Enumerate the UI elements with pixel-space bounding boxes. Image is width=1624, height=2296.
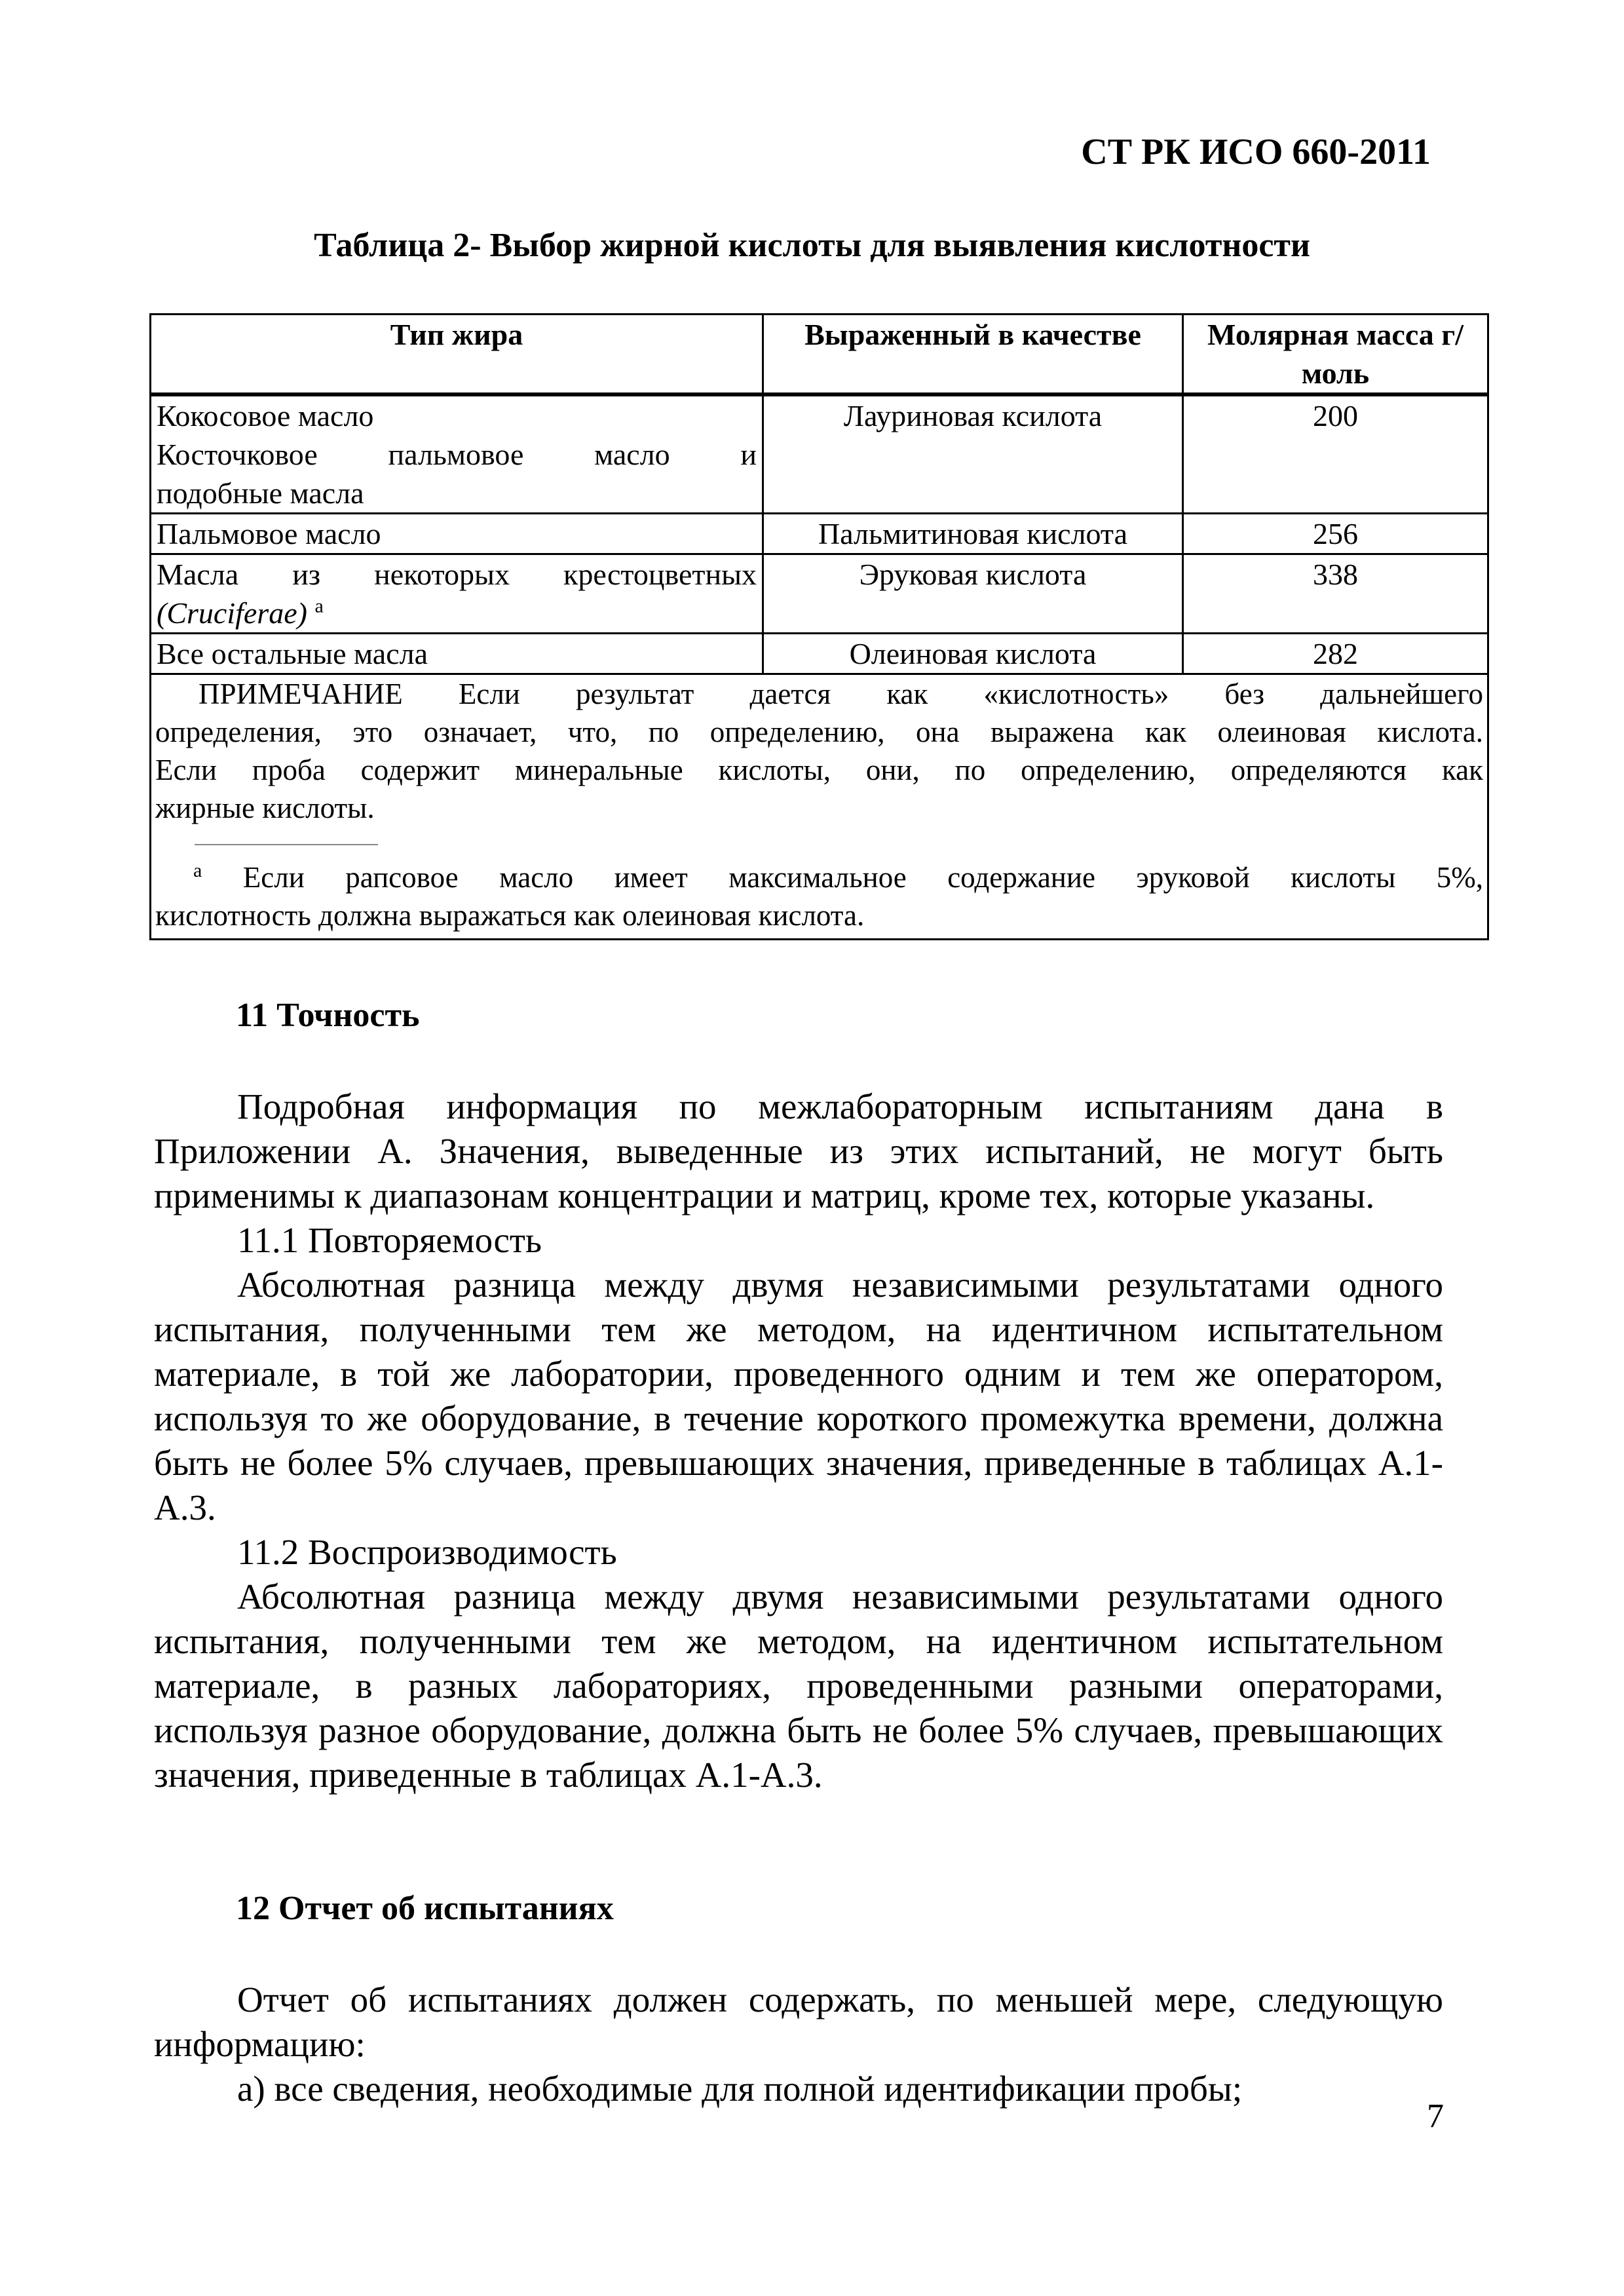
section-12-heading: 12 Отчет об испытаниях (236, 1890, 614, 1927)
section-11-intro: Подробная информация по межлабораторным испытаниям дана в Приложении А. Значения, выведенные из этих испытаний, не могут быть применимы к диапазонам концентрации и матриц, кроме тех, которые указаны. (154, 1086, 1443, 1215)
subsection-11-2-title: 11.2 Воспроизводимость (237, 1532, 617, 1572)
fat-type-line: подобные масла (157, 476, 364, 510)
header-molar-mass: Молярная масса г/моль (1183, 315, 1488, 395)
document-code: СТ РК ИСО 660-2011 (1081, 132, 1431, 172)
acid-cell: Эруковая кислота (763, 554, 1183, 634)
fat-type-line: Косточковое пальмовое масло и (157, 438, 757, 471)
fat-type-line: Масла из некоторых крестоцветных (157, 558, 757, 591)
molar-mass-cell: 256 (1183, 514, 1488, 554)
table-note-row (151, 674, 1488, 940)
section-12-intro: Отчет об испытаниях должен содержать, по меньшей мере, следующую информацию: (154, 1980, 1443, 2064)
note-line: ПРИМЕЧАНИЕ Если результат дается как «кислотность» без дальнейшего (198, 678, 1483, 710)
footnote-divider (195, 844, 378, 845)
fat-type-cell (151, 634, 763, 674)
subsection-11-1-text: Абсолютная разница между двумя независимыми результатами одного испытания, полученными тем же методом, на идентичном испытательном материале, в той же лаборатории, проведенного одним и тем же оператором, используя то же оборудование, в течение короткого промежутка времени, должна быть не более 5% случаев, превышающих значения, приведенные в таблицах А.1-А.3. (154, 1265, 1443, 1527)
page-number: 7 (1427, 2097, 1444, 2135)
table-header-row (151, 315, 1488, 395)
table-row (151, 554, 1488, 634)
header-expressed-as: Выраженный в качестве (763, 315, 1183, 395)
table-row (151, 514, 1488, 554)
section-11-body (154, 1084, 1443, 1797)
note-line: жирные кислоты. (155, 792, 375, 824)
note-line: определения, это означает, что, по определению, она выражена как олеиновая кислота. (155, 716, 1483, 748)
molar-mass-cell: 282 (1183, 634, 1488, 674)
list-item-a: а) все сведения, необходимые для полной идентификации пробы; (237, 2069, 1243, 2109)
table-note (151, 674, 1488, 940)
section-12-body (154, 1978, 1443, 2111)
molar-mass-cell: 200 (1183, 394, 1488, 514)
table-row (151, 394, 1488, 514)
fat-type-cell (151, 554, 763, 634)
subsection-11-2-text: Абсолютная разница между двумя независимыми результатами одного испытания, полученными тем же методом, на идентичном испытательном материале, в разных лабораториях, проведенными разными операторами, используя разное оборудование, должна быть не более 5% случаев, превышающих значения, приведенные в таблицах А.1-А.3. (154, 1577, 1443, 1795)
footnote-ref: a (314, 595, 324, 617)
fat-type-cell (151, 514, 763, 554)
footnote-line: кислотность должна выражаться как олеиновая кислота. (155, 899, 865, 932)
subsection-11-1-title: 11.1 Повторяемость (237, 1220, 542, 1260)
table-caption: Таблица 2- Выбор жирной кислоты для выявления кислотности (314, 227, 1310, 264)
acid-cell: Олеиновая кислота (763, 634, 1183, 674)
fat-type-line: Кокосовое масло (157, 399, 374, 432)
fat-type-line: Все остальные масла (157, 637, 428, 670)
fat-type-line (157, 594, 757, 632)
header-fat-type: Тип жира (151, 315, 763, 395)
table-row (151, 634, 1488, 674)
latin-name: (Cruciferae) (157, 596, 307, 630)
fatty-acid-table (149, 313, 1489, 940)
acid-cell: Лауриновая ксилота (763, 394, 1183, 514)
footnote-line: $^a$ Если рапсовое масло имеет максимальное содержание эруковой кислоты 5%, (193, 860, 1484, 894)
acid-cell: Пальмитиновая кислота (763, 514, 1183, 554)
note-line: Если проба содержит минеральные кислоты, они, по определению, определяются как (155, 754, 1483, 786)
fat-type-cell (151, 394, 763, 514)
molar-mass-cell: 338 (1183, 554, 1488, 634)
footnote-mark: a (193, 860, 202, 881)
fat-type-line: Пальмовое масло (157, 517, 381, 550)
section-11-heading: 11 Точность (236, 997, 420, 1034)
